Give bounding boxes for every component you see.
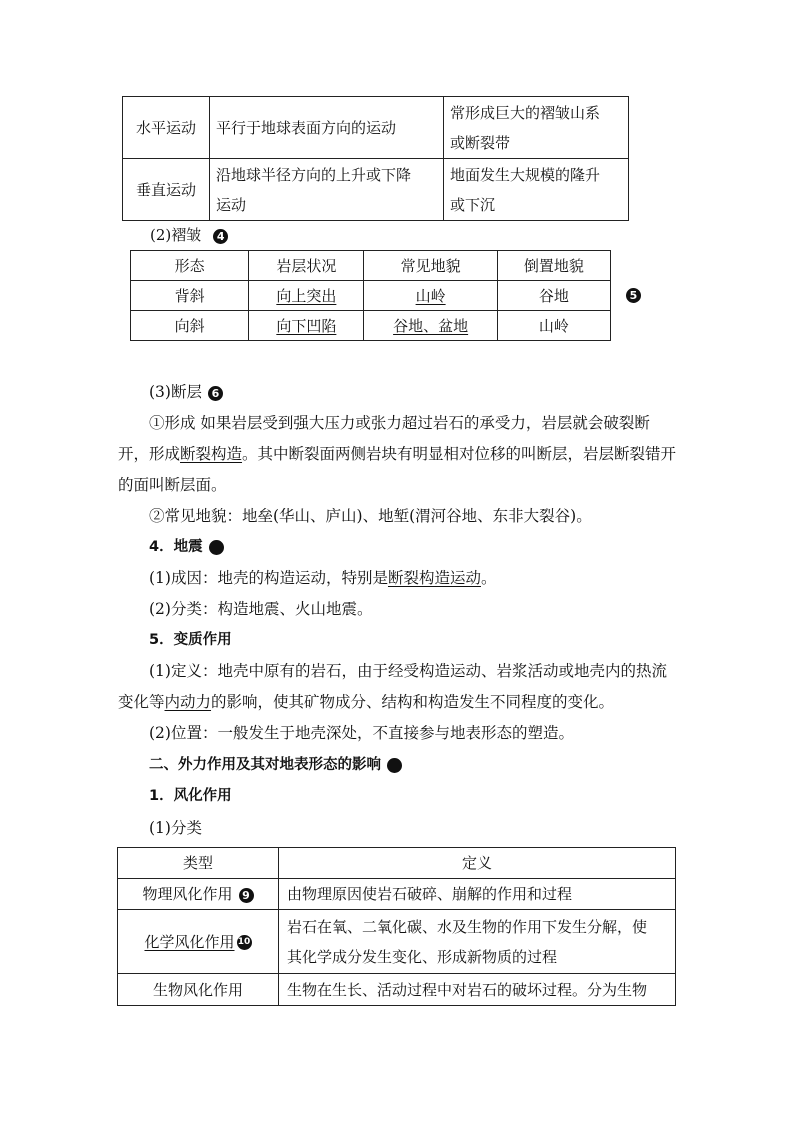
text-run: 。 bbox=[480, 569, 497, 587]
classification-heading bbox=[118, 813, 678, 844]
earthquake-types bbox=[118, 594, 678, 625]
external-forces-heading bbox=[118, 750, 678, 781]
weathering-heading bbox=[118, 781, 678, 812]
result-line: 地面发生大规模的隆升 bbox=[450, 165, 601, 184]
table-header-row bbox=[118, 848, 676, 879]
desc-line: 沿地球半径方向的上升或下降 bbox=[216, 165, 412, 184]
earthquake-heading bbox=[118, 532, 678, 563]
metamorphism-position bbox=[118, 718, 678, 749]
text-run: (2)位置：一般发生于地壳深处，不直接参与地表形态的塑造。 bbox=[149, 724, 574, 742]
metamorphism-definition bbox=[118, 656, 678, 718]
underlined-answer: 山岭 bbox=[415, 287, 446, 305]
fold-heading-text: (2)褶皱 bbox=[150, 226, 202, 244]
note-marker: 4 bbox=[213, 229, 228, 244]
text-run: 。其中断裂面两侧岩块有明显相对位移的叫断层，岩层断裂错开的面叫断层面。 bbox=[118, 445, 677, 494]
desc-line: 运动 bbox=[216, 195, 247, 214]
motion-result-cell bbox=[444, 97, 629, 159]
text-run: 物理风化作用 bbox=[142, 885, 233, 903]
earthquake-cause bbox=[118, 563, 678, 594]
table-cell: 山岭 bbox=[497, 311, 610, 341]
note-marker: 5 bbox=[626, 288, 641, 303]
fault-heading bbox=[149, 377, 709, 408]
heading-text: (1)分类 bbox=[149, 819, 202, 837]
note-marker: 6 bbox=[208, 386, 223, 401]
note-marker: 10 bbox=[237, 935, 252, 950]
column-header: 岩层状况 bbox=[249, 251, 364, 281]
note-marker: 9 bbox=[239, 888, 254, 903]
table-cell bbox=[364, 311, 497, 341]
metamorphism-heading bbox=[118, 625, 678, 656]
weathering-definition-cell bbox=[279, 910, 676, 974]
column-header: 定义 bbox=[279, 848, 676, 879]
fault-heading-text: (3)断层 bbox=[149, 383, 202, 401]
fold-heading bbox=[150, 224, 228, 245]
text-run: (1)成因：地壳的构造运动，特别是 bbox=[149, 569, 388, 587]
table-row bbox=[131, 311, 611, 341]
fold-table bbox=[130, 250, 611, 341]
note-marker: 7 bbox=[209, 540, 224, 555]
text-run: 的影响，使其矿物成分、结构和构造发生不同程度的变化。 bbox=[211, 693, 615, 711]
result-line: 或下沉 bbox=[450, 195, 496, 214]
weathering-table bbox=[117, 847, 676, 1006]
weathering-definition-cell: 由物理原因使岩石破碎、崩解的作用和过程 bbox=[279, 879, 676, 910]
table-cell: 向斜 bbox=[131, 311, 249, 341]
table-row bbox=[123, 97, 629, 159]
heading-text: 4．地震 bbox=[149, 539, 203, 555]
text-run: ①形成 如果岩层受到强大压力或张力超过岩石的承受力，岩层就会破裂断开，形成 bbox=[118, 414, 650, 463]
definition-line: 岩石在氧、二氧化碳、水及生物的作用下发生分解，使 bbox=[287, 917, 648, 936]
weathering-definition-cell: 生物在生长、活动过程中对岩石的破坏过程。分为生物 bbox=[279, 974, 676, 1006]
table-row bbox=[118, 974, 676, 1006]
heading-text: 5．变质作用 bbox=[149, 632, 232, 648]
column-header: 类型 bbox=[118, 848, 279, 879]
result-line: 常形成巨大的褶皱山系 bbox=[450, 103, 601, 122]
motion-type-cell: 垂直运动 bbox=[123, 159, 210, 221]
table-cell bbox=[249, 311, 364, 341]
column-header: 形态 bbox=[131, 251, 249, 281]
weathering-type-cell bbox=[118, 910, 279, 974]
motion-type-cell: 水平运动 bbox=[123, 97, 210, 159]
result-line: 或断裂带 bbox=[450, 133, 511, 152]
table-cell bbox=[364, 281, 497, 311]
underlined-answer: 谷地、盆地 bbox=[393, 317, 469, 335]
table-row bbox=[118, 910, 676, 974]
crustal-motion-table bbox=[122, 96, 629, 221]
heading-text: 1．风化作用 bbox=[149, 788, 232, 804]
underlined-answer: 断裂构造运动 bbox=[387, 569, 481, 587]
table-cell bbox=[249, 281, 364, 311]
underlined-answer: 向上突出 bbox=[276, 287, 337, 305]
weathering-type-cell bbox=[118, 879, 279, 910]
text-run: ②常见地貌：地垒(华山、庐山)、地堑(渭河谷地、东非大裂谷)。 bbox=[149, 507, 592, 525]
table-row bbox=[131, 281, 611, 311]
underlined-answer: 化学风化作用 bbox=[144, 932, 235, 951]
underlined-answer: 断裂构造 bbox=[180, 445, 243, 463]
text-run: (1)定义：地壳中原有的岩石，由于经受构造运动、岩浆活动或地壳内的热流变化等 bbox=[118, 662, 667, 711]
fault-landform-paragraph bbox=[118, 501, 678, 532]
heading-text: 二、外力作用及其对地表形态的影响 bbox=[149, 757, 381, 773]
motion-desc-cell: 平行于地球表面方向的运动 bbox=[210, 97, 444, 159]
motion-result-cell bbox=[444, 159, 629, 221]
underlined-answer: 向下凹陷 bbox=[276, 317, 337, 335]
note-marker: 8 bbox=[387, 758, 402, 773]
table-cell: 谷地 bbox=[497, 281, 610, 311]
definition-line: 其化学成分发生变化、形成新物质的过程 bbox=[287, 947, 558, 966]
table-row bbox=[118, 879, 676, 910]
table-header-row bbox=[131, 251, 611, 281]
column-header: 倒置地貌 bbox=[497, 251, 610, 281]
column-header: 常见地貌 bbox=[364, 251, 497, 281]
fault-formation-paragraph bbox=[118, 408, 678, 501]
underlined-answer: 内动力 bbox=[164, 693, 212, 711]
motion-desc-cell bbox=[210, 159, 444, 221]
weathering-type-cell: 生物风化作用 bbox=[118, 974, 279, 1006]
table-row bbox=[123, 159, 629, 221]
table-cell: 背斜 bbox=[131, 281, 249, 311]
text-run: (2)分类：构造地震、火山地震。 bbox=[149, 600, 373, 618]
